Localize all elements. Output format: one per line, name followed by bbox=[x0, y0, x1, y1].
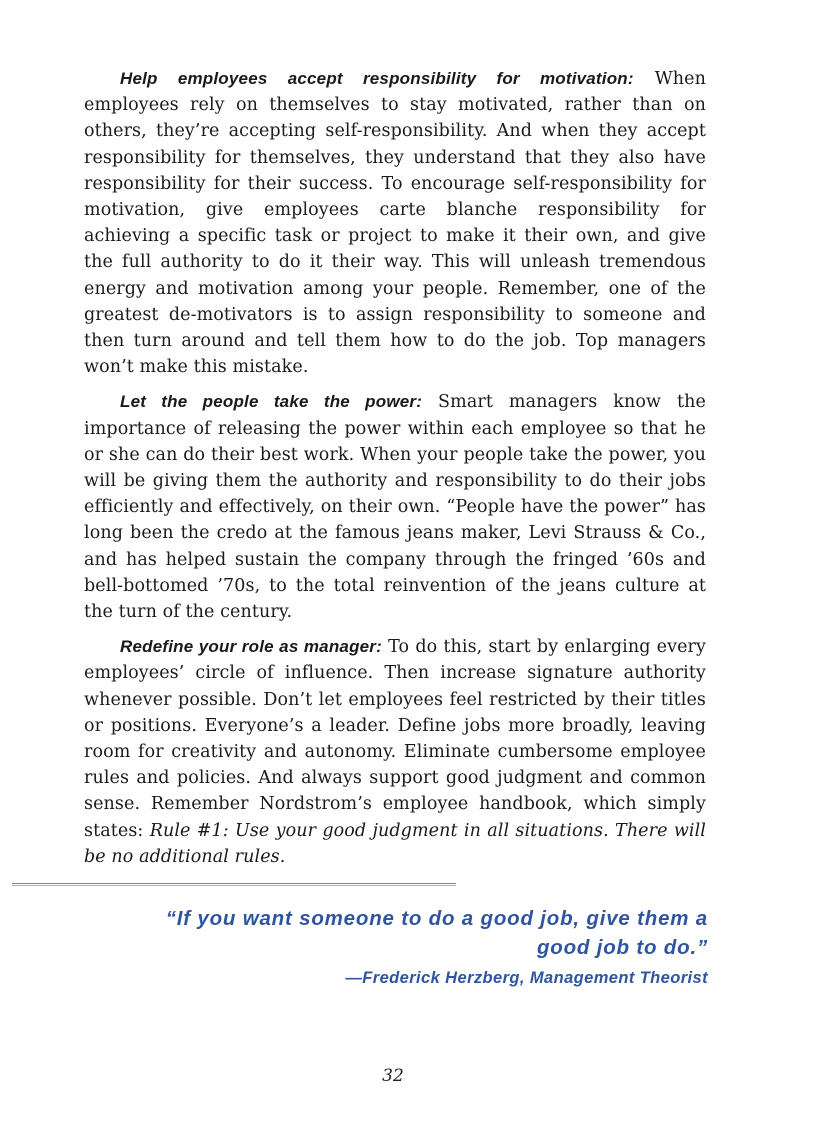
page-body bbox=[84, 66, 706, 876]
quote-attribution: —Frederick Herzberg, Management Theorist bbox=[345, 969, 708, 987]
quote-line-1: “If you want someone to do a good job, give them a bbox=[165, 907, 708, 930]
paragraph-text-motivation: When employees rely on themselves to stay motivated, rather than on others, they’re accepting self-responsibility. And when they accept responsibility for themselves, they understand that they also have responsibility for their success. To encourage self-responsibility for motivation, give employees carte blanche responsibility for achieving a specific task or project to make it their own, and give the full authority to do it their way. This will unleash tremendous energy and motivation among your people. Remember, one of the greatest de-motivators is to assign responsibility to someone and then turn around and tell them how to do the job. Top managers won’t make this mistake. bbox=[84, 69, 706, 378]
paragraph-power bbox=[84, 389, 706, 625]
page-number: 32 bbox=[382, 1066, 404, 1086]
handbook-rule: Rule #1: Use your good judgment in all situations. There will be no additional rules. bbox=[84, 820, 706, 867]
paragraph-text-power: Smart managers know the importance of releasing the power within each employee so that he or she can do their best work. When your people take the power, you will be giving them the authority and responsibility to do their jobs efficiently and effectively, on their own. “People have the power” has long been the credo at the famous jeans maker, Levi Strauss & Co., and has helped sustain the company through the fringed ’60s and bell-bottomed ’70s, to the total reinvention of the jeans culture at the turn of the century. bbox=[84, 392, 706, 623]
quote-line-2: good job to do.” bbox=[536, 936, 708, 959]
section-divider bbox=[12, 883, 456, 886]
paragraph-lead-power: Let the people take the power: bbox=[120, 392, 423, 412]
paragraph-lead-motivation: Help employees accept responsibility for motivation: bbox=[120, 69, 634, 88]
paragraph-motivation bbox=[84, 66, 706, 380]
quote-text bbox=[150, 904, 708, 962]
paragraph-text-role: To do this, start by enlarging every employees’ circle of influence. Then increase signature authority whenever possible. Don’t let employees feel restricted by their titles or positions. Everyone’s a leader. Define jobs more broadly, leaving room for creativity and autonomy. Eliminate cumbersome employee rules and policies. And always support good judgment and common sense. Remember Nordstrom’s employee handbook, which simply states: bbox=[84, 637, 707, 841]
pull-quote bbox=[150, 904, 708, 990]
paragraph-lead-role: Redefine your role as manager: bbox=[120, 637, 382, 657]
paragraph-role bbox=[84, 634, 706, 870]
